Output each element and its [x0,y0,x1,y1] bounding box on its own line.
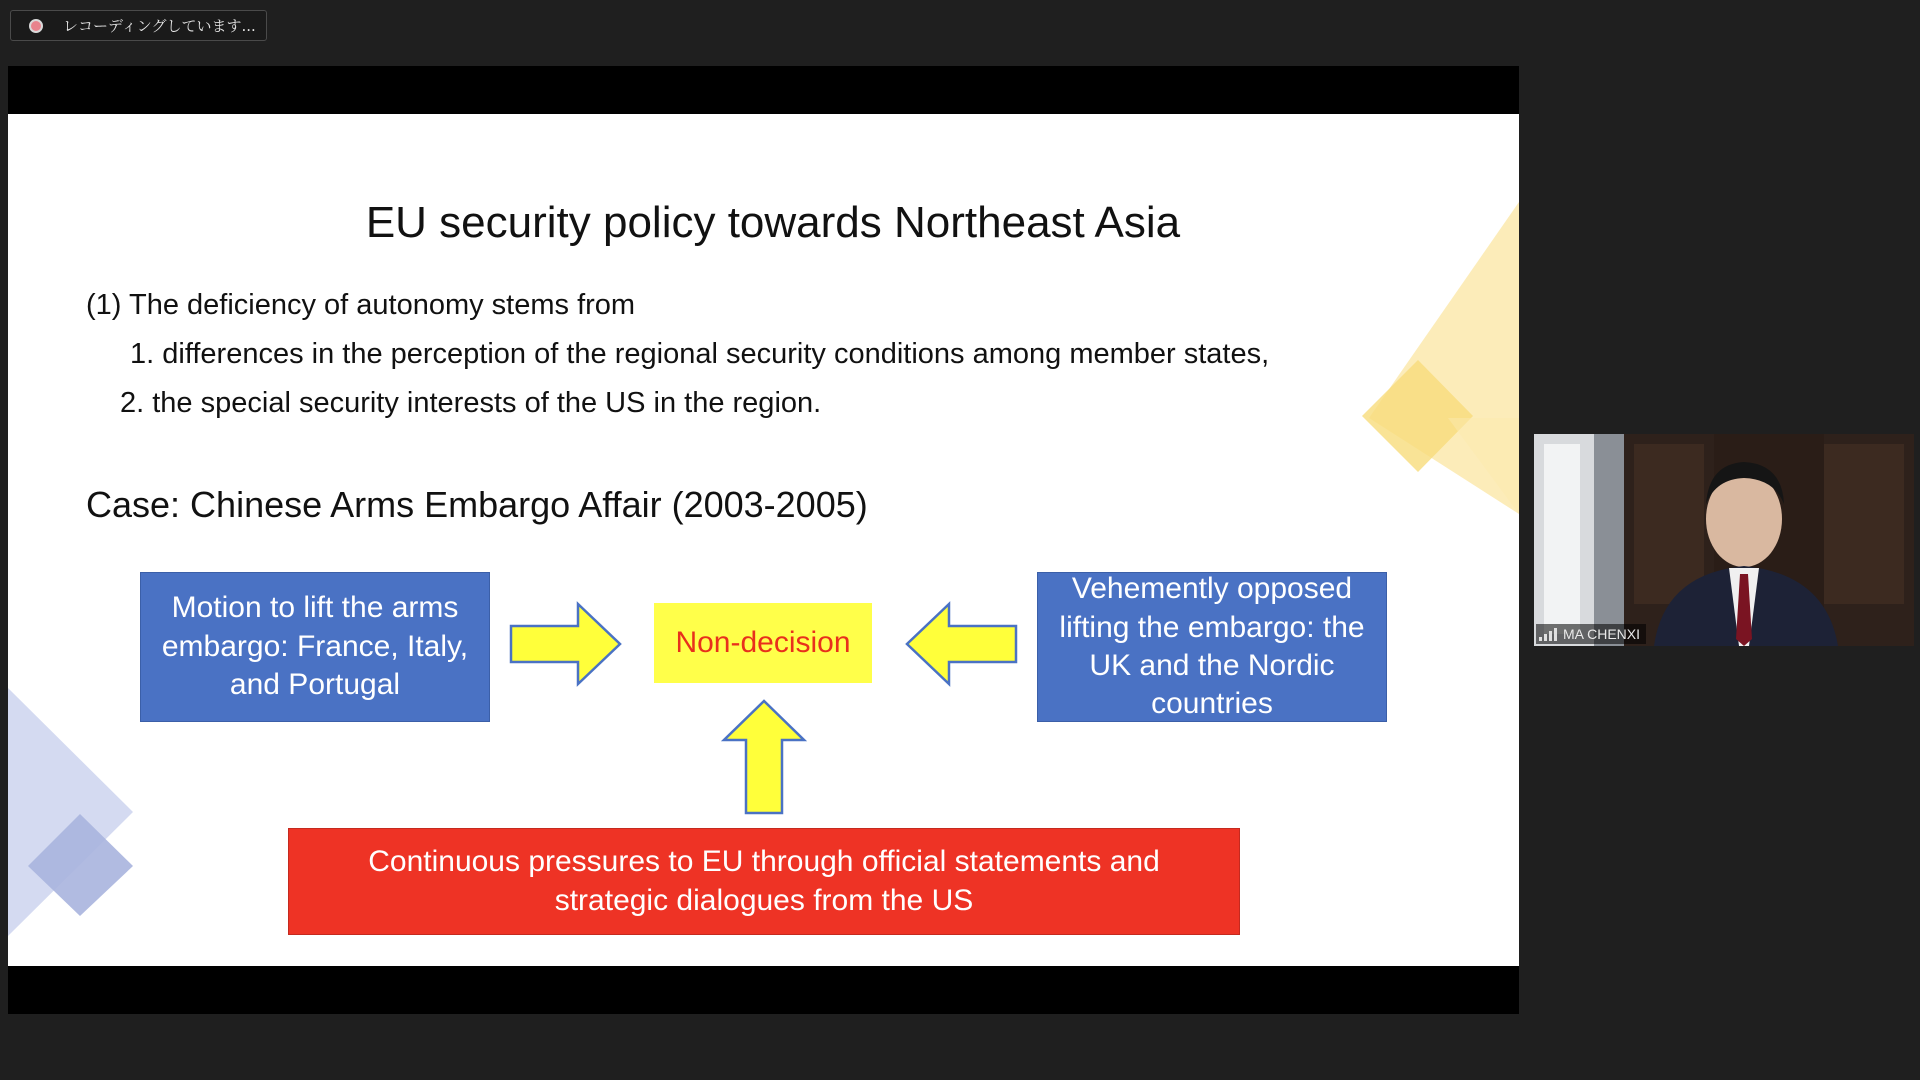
participant-name-label [1536,624,1646,644]
recording-status-text: レコーディングしています... [63,17,256,35]
box-motion-to-lift-text: Motion to lift the arms embargo: France, Italy, and Portugal [161,591,469,702]
box-motion-to-lift [140,572,490,722]
box-us-pressures-text: Continuous pressures to EU through official statements and strategic dialogues from the US [368,845,1160,917]
box-us-pressures [288,828,1240,935]
share-letterbox-top [8,66,1519,114]
participant-video-tile[interactable] [1534,434,1914,646]
signal-strength-icon [1539,628,1557,641]
case-title: Case: Chinese Arms Embargo Affair (2003-2005) [86,484,868,525]
share-letterbox-bottom [8,966,1519,1014]
arrow-left-icon [904,601,1020,687]
slide-line-point-2: 2. the special security interests of the US in the region. [120,387,822,419]
slide-line-point-1: 1. differences in the perception of the regional security conditions among member states, [130,338,1270,370]
slide-line-intro: (1) The deficiency of autonomy stems from [86,289,636,321]
box-vehemently-opposed-text: Vehemently opposed lifting the embargo: the UK and the Nordic countries [1059,572,1365,721]
box-vehemently-opposed [1037,572,1387,722]
arrow-right-icon [508,601,624,687]
slide-title: EU security policy towards Northeast Asia [365,198,1181,247]
recording-dot-icon [29,19,43,33]
arrow-up-icon [721,698,807,816]
recording-indicator[interactable] [10,10,267,41]
box-non-decision-text: Non-decision [675,625,851,659]
participant-video-image [1534,434,1914,646]
participant-name: MA CHENXI [1563,626,1641,642]
shared-slide [8,114,1519,966]
box-non-decision [654,603,872,683]
